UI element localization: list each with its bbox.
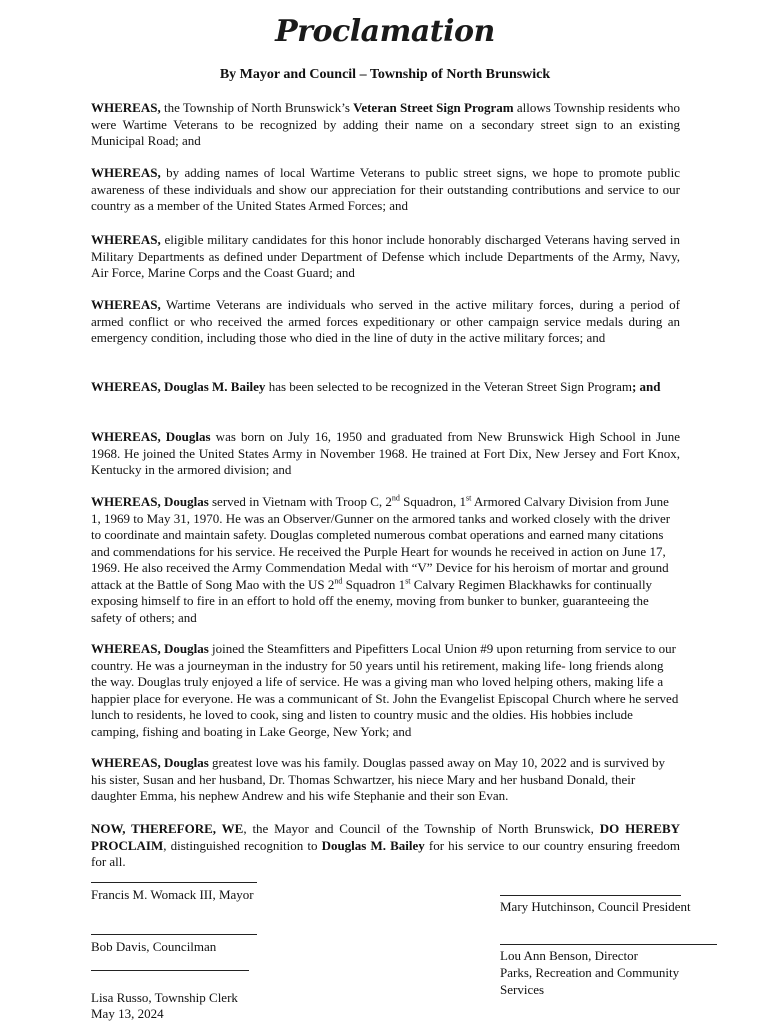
whereas-lead: WHEREAS, (91, 232, 161, 247)
paragraph-text: allows Township residents who were Wartime Veterans to be recognized by adding their name on a secondary street sign to an existing Municipal Road; and (91, 100, 680, 148)
paragraph-text: Squadron, 1 (399, 494, 466, 509)
paragraph-text: greatest love was his family. Douglas passed away on May 10, 2022 and is survived by his sister, Susan and her husband, Dr. Thomas Schwartzer, his niece Mary and her husband Donald, their daughter Emma, his nephew Andrew and his wife Stephanie and their son Evan. (91, 755, 665, 803)
paragraph-text: served in Vietnam with Troop C, 2 (208, 494, 392, 509)
paragraph-text: was born on July 16, 1950 and graduated from New Brunswick High School in June 1968. He joined the United States Army in November 1968. He trained at Fort Dix, New Jersey and Fort Knox, Kentucky in the armored division; and (91, 429, 681, 477)
signature-line-director (500, 944, 717, 945)
whereas-lead: WHEREAS, (91, 100, 161, 115)
signature-line-mayor (91, 882, 257, 883)
paragraph-text: , the Mayor and Council of the Township of North Brunswick, (243, 821, 600, 836)
whereas-lead: WHEREAS, Douglas (91, 494, 209, 509)
paragraph-whereas-3 (91, 232, 680, 282)
honoree-name: Douglas M. Bailey (321, 837, 425, 853)
paragraph-whereas-7 (91, 494, 680, 626)
proclamation-date: May 13, 2024 (91, 1006, 164, 1021)
signature-line-clerk (91, 970, 249, 971)
paragraph-text: Squadron 1 (342, 576, 406, 592)
paragraph-text: Calvary Regimen Blackhawks for continually exposing himself to fire in an effort to hold off the enemy, moving from bunker to bunker, guaranteeing the safety of others; and (91, 576, 653, 625)
paragraph-text: Wartime Veterans are individuals who served in the active military forces, during a period of armed conflict or who received the armed forces expeditionary or other campaign service medals during an emergency condition, including those who died in the line of duty in the active military forces; and (91, 297, 680, 345)
whereas-lead: WHEREAS, Douglas M. Bailey (91, 379, 266, 394)
paragraph-whereas-5 (91, 379, 680, 396)
paragraph-whereas-4 (91, 297, 680, 347)
paragraph-now-therefore (91, 821, 680, 871)
now-therefore-lead: NOW, THEREFORE, WE (91, 821, 244, 836)
signature-clerk: Lisa Russo, Township Clerk (91, 990, 238, 1005)
whereas-lead: WHEREAS, (91, 297, 161, 312)
paragraph-text: for his service to our country ensuring freedom for all. (91, 837, 681, 869)
signature-president: Mary Hutchinson, Council President (500, 899, 691, 914)
document-subtitle: By Mayor and Council – Township of North Brunswick (219, 67, 551, 82)
paragraph-whereas-6 (91, 429, 680, 479)
signature-mayor: Francis M. Womack III, Mayor (91, 887, 254, 902)
signature-line-president (500, 895, 681, 896)
paragraph-whereas-8 (91, 641, 680, 740)
proclaim-phrase: DO HEREBY PROCLAIM (91, 821, 681, 853)
whereas-lead: WHEREAS, (91, 165, 161, 180)
paragraph-text: the Township of North Brunswick’s (160, 100, 354, 115)
paragraph-whereas-2 (91, 165, 680, 215)
paragraph-text: has been selected to be recognized in the Veteran Street Sign Program (265, 379, 632, 394)
signature-councilman: Bob Davis, Councilman (91, 939, 217, 954)
signature-director-name: Lou Ann Benson, Director (500, 948, 638, 963)
paragraph-text: Armored Calvary Division from June 1, 1969 to May 31, 1970. He was an Observer/Gunner on the armored tanks and worked closely with the driver to coordinate and maintain safety. Douglas completed numerous combat operations and earned many citations and commendations for his service. He received the Purple Heart for wounds he received in action on June 17, 1969. He also received the Army Commendation Medal with “V” Device for his heroism of mortar and ground attack at the Battle of Song Mao with the US 2 (91, 494, 671, 592)
ordinal-suffix: st (466, 493, 472, 503)
paragraph-text: joined the Steamfitters and Pipefitters Local Union #9 upon returning from service to our country. He was a journeyman in the industry for 50 years until his retirement, making life- long friends along the way. Douglas truly enjoyed a life of service. He was a giving man who loved helping others, making life a happier place for everyone. He was a communicant of St. John the Evangelist Episcopal Church where he served lunch to residents, he loved to cook, sing and listen to country music and the oldies. His hobbies include camping, fishing and boating in Lake George, New York; and (91, 641, 679, 739)
paragraph-text: by adding names of local Wartime Veterans to public street signs, we hope to promote public awareness of these individuals and show our appreciation for their outstanding contributions and service to our country as a member of the United States Armed Forces; and (91, 165, 680, 213)
paragraph-tail: ; and (631, 379, 661, 394)
signature-line-councilman (91, 934, 257, 935)
ordinal-suffix: st (405, 576, 411, 586)
document-title: Proclamation (275, 14, 495, 49)
paragraph-whereas-9 (91, 755, 680, 805)
whereas-lead: WHEREAS, Douglas (91, 429, 211, 444)
paragraph-text: , distinguished recognition to (163, 837, 322, 853)
program-name: Veteran Street Sign Program (353, 100, 514, 115)
ordinal-suffix: nd (391, 493, 400, 503)
ordinal-suffix: nd (334, 576, 343, 586)
paragraph-whereas-1 (91, 100, 680, 150)
signature-director-title: Parks, Recreation and Community Services (500, 965, 680, 997)
paragraph-text: eligible military candidates for this honor include honorably discharged Veterans having served in Military Departments as defined under Department of Defense which include Departments of the Army, Navy, Air Force, Marine Corps and the Coast Guard; and (91, 232, 680, 280)
whereas-lead: WHEREAS, Douglas (91, 755, 209, 770)
whereas-lead: WHEREAS, Douglas (91, 641, 209, 656)
